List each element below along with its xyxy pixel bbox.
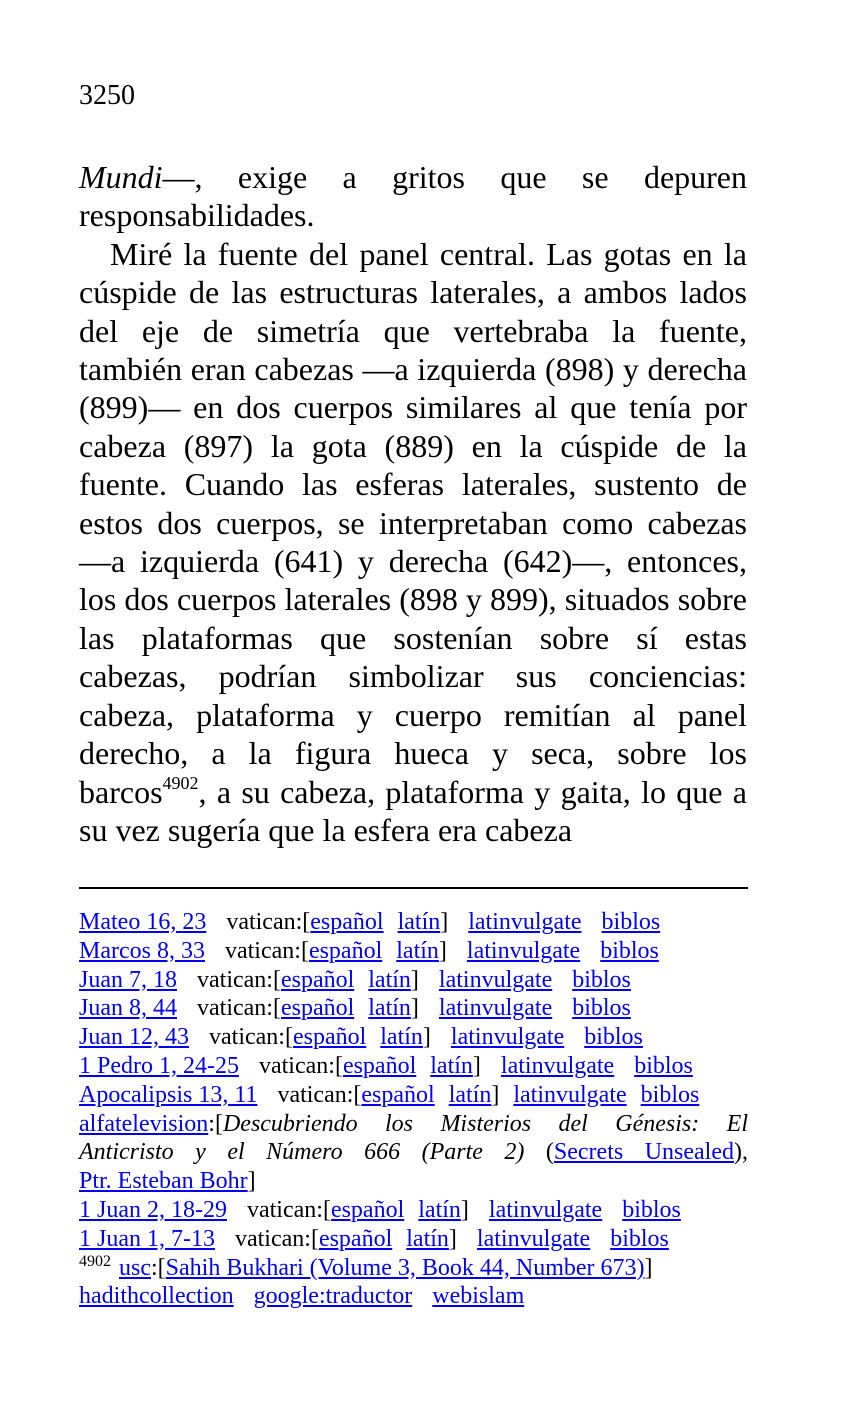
bracket-open: :[ xyxy=(208,1110,223,1137)
bracket-close: ] xyxy=(247,1168,256,1195)
footnote-line xyxy=(79,1225,748,1254)
latinvulgate-link[interactable]: latinvulgate xyxy=(450,1024,565,1051)
bracket-close: ] xyxy=(460,1196,469,1223)
bracket-close: ] xyxy=(472,1052,481,1079)
latin-link[interactable]: latín xyxy=(396,937,439,964)
footnote-line xyxy=(79,1081,748,1110)
video-title-line-1: Descubriendo los Misterios del Génesis: El xyxy=(222,1110,748,1137)
latin-link[interactable]: latín xyxy=(406,1225,449,1252)
paren-open: ( xyxy=(545,1139,554,1166)
latin-link[interactable]: latín xyxy=(368,966,411,993)
biblos-link[interactable]: biblos xyxy=(600,937,659,964)
bible-ref-link[interactable]: Juan 7, 18 xyxy=(79,966,177,993)
main-text xyxy=(79,158,747,849)
bracket-close: ] xyxy=(644,1254,653,1281)
sahih-bukhari-link[interactable]: Sahih Bukhari (Volume 3, Book 44, Number 673) xyxy=(165,1254,645,1281)
bible-ref-link[interactable]: Mateo 16, 23 xyxy=(79,909,207,935)
bible-ref-link[interactable]: Juan 8, 44 xyxy=(79,995,177,1022)
latinvulgate-link[interactable]: latinvulgate xyxy=(513,1081,627,1108)
espanol-link[interactable]: español xyxy=(310,909,384,935)
latin-link[interactable]: latín xyxy=(368,995,411,1022)
webislam-link[interactable]: webislam xyxy=(432,1283,525,1310)
latin-link[interactable]: latín xyxy=(448,1081,492,1108)
google-traductor-link[interactable]: google:traductor xyxy=(253,1283,413,1310)
footnote-line xyxy=(79,994,748,1023)
latinvulgate-link[interactable]: latinvulgate xyxy=(476,1225,591,1252)
latinvulgate-link[interactable]: latinvulgate xyxy=(438,966,553,993)
paragraph-2-text-a: Miré la fuente del panel central. Las gotas en la cúspide de las estructuras laterales, a ambos lados del eje de simetría que vertebraba la fuente, también eran cabezas —a izquierda (898) y derecha (899)— en dos cuerpos similares al que tenía por cabeza (897) la gota (889) en la cúspide de la fuente. Cuando las esferas laterales, sustento de estos dos cuerpos, se interpretaban como cabezas —a izquierda (641) y derecha (642)—, entonces, los dos cuerpos laterales (898 y 899), situados sobre las plataformas que sostenían sobre sí estas cabezas, podrían simbolizar sus conciencias: cabeza, plataforma y cuerpo remitían al panel derecho, a la figura hueca y seca, sobre los barcos xyxy=(79,235,747,810)
latin-link[interactable]: latín xyxy=(430,1052,473,1079)
biblos-link[interactable]: biblos xyxy=(610,1225,669,1252)
footnote-alfatelevision-line-2 xyxy=(79,1138,748,1167)
author-link[interactable]: Ptr. Esteban Bohr xyxy=(79,1168,248,1195)
vatican-label: vatican:[ xyxy=(226,909,311,935)
bracket-close: ] xyxy=(410,966,419,993)
italic-word: Mundi xyxy=(79,159,163,195)
espanol-link[interactable]: español xyxy=(308,937,383,964)
vatican-label: vatican:[ xyxy=(197,966,281,993)
espanol-link[interactable]: español xyxy=(318,1225,393,1252)
hadithcollection-link[interactable]: hadithcollection xyxy=(79,1283,234,1310)
biblos-link[interactable]: biblos xyxy=(640,1081,700,1108)
paragraph-2 xyxy=(79,235,747,850)
vatican-label: vatican:[ xyxy=(224,937,309,964)
espanol-link[interactable]: español xyxy=(342,1052,417,1079)
latinvulgate-link[interactable]: latinvulgate xyxy=(468,909,582,935)
latin-link[interactable]: latín xyxy=(418,1196,461,1223)
vatican-label: vatican:[ xyxy=(277,1081,362,1108)
footnote-line xyxy=(79,1023,748,1052)
bracket-close: ] xyxy=(438,937,447,964)
paren-close: ), xyxy=(734,1139,748,1166)
bracket-close: ] xyxy=(491,1081,500,1108)
biblos-link[interactable]: biblos xyxy=(622,1196,681,1223)
paragraph-2-text-b: , a su cabeza, plataforma y gaita, lo que a su vez sugería que la esfera era cabeza xyxy=(79,773,747,848)
footnote-marker-4902[interactable]: 4902 xyxy=(162,772,199,793)
footnote-alfatelevision-line-3 xyxy=(79,1167,748,1196)
footnote-alfatelevision-line-1 xyxy=(79,1110,748,1139)
bible-ref-link[interactable]: Juan 12, 43 xyxy=(79,1024,189,1051)
footnote-line xyxy=(79,966,748,995)
vatican-label: vatican:[ xyxy=(209,1024,293,1051)
usc-link[interactable]: usc xyxy=(119,1254,151,1281)
biblos-link[interactable]: biblos xyxy=(584,1024,643,1051)
footnote-line xyxy=(79,937,748,966)
footnotes xyxy=(79,908,748,1311)
latinvulgate-link[interactable]: latinvulgate xyxy=(438,995,553,1022)
espanol-link[interactable]: español xyxy=(280,995,355,1022)
bracket-open: :[ xyxy=(151,1254,166,1281)
footnote-number-4902: 4902 xyxy=(79,1252,111,1270)
footnote-line xyxy=(79,1196,748,1225)
bracket-close: ] xyxy=(440,909,449,935)
video-title-line-2: Anticristo y el Número 666 (Parte 2) xyxy=(79,1139,525,1166)
page-number: 3250 xyxy=(79,80,135,111)
bracket-close: ] xyxy=(410,995,419,1022)
latinvulgate-link[interactable]: latinvulgate xyxy=(466,937,581,964)
bracket-close: ] xyxy=(448,1225,457,1252)
paragraph-1-text: —, exige a gritos que se depuren responsabilidades. xyxy=(79,159,747,234)
footnote-line xyxy=(79,1052,748,1081)
biblos-link[interactable]: biblos xyxy=(572,966,631,993)
footnote-line xyxy=(79,908,748,937)
latinvulgate-link[interactable]: latinvulgate xyxy=(500,1052,615,1079)
espanol-link[interactable]: español xyxy=(330,1196,405,1223)
secrets-unsealed-link[interactable]: Secrets Unsealed xyxy=(553,1139,734,1166)
vatican-label: vatican:[ xyxy=(197,995,281,1022)
vatican-label: vatican:[ xyxy=(258,1052,343,1079)
bible-ref-link[interactable]: Apocalipsis 13, 11 xyxy=(79,1081,258,1108)
paragraph-1 xyxy=(79,158,747,235)
biblos-link[interactable]: biblos xyxy=(601,909,661,935)
espanol-link[interactable]: español xyxy=(292,1024,367,1051)
vatican-label: vatican:[ xyxy=(234,1225,319,1252)
biblos-link[interactable]: biblos xyxy=(634,1052,693,1079)
footnote-4902-links xyxy=(79,1282,748,1311)
bible-ref-link[interactable]: 1 Pedro 1, 24-25 xyxy=(79,1052,239,1079)
bible-ref-link[interactable]: 1 Juan 1, 7-13 xyxy=(79,1225,215,1252)
bible-ref-link[interactable]: Marcos 8, 33 xyxy=(79,937,205,964)
vatican-label: vatican:[ xyxy=(246,1196,331,1223)
biblos-link[interactable]: biblos xyxy=(572,995,631,1022)
alfatelevision-link[interactable]: alfatelevision xyxy=(79,1110,209,1137)
latinvulgate-link[interactable]: latinvulgate xyxy=(488,1196,603,1223)
espanol-link[interactable]: español xyxy=(280,966,355,993)
bracket-close: ] xyxy=(422,1024,431,1051)
footnote-separator xyxy=(79,887,748,889)
latin-link[interactable]: latín xyxy=(380,1024,423,1051)
footnote-4902-line xyxy=(79,1254,748,1283)
bible-ref-link[interactable]: 1 Juan 2, 18-29 xyxy=(79,1196,227,1223)
latin-link[interactable]: latín xyxy=(397,909,441,935)
espanol-link[interactable]: español xyxy=(361,1081,435,1108)
